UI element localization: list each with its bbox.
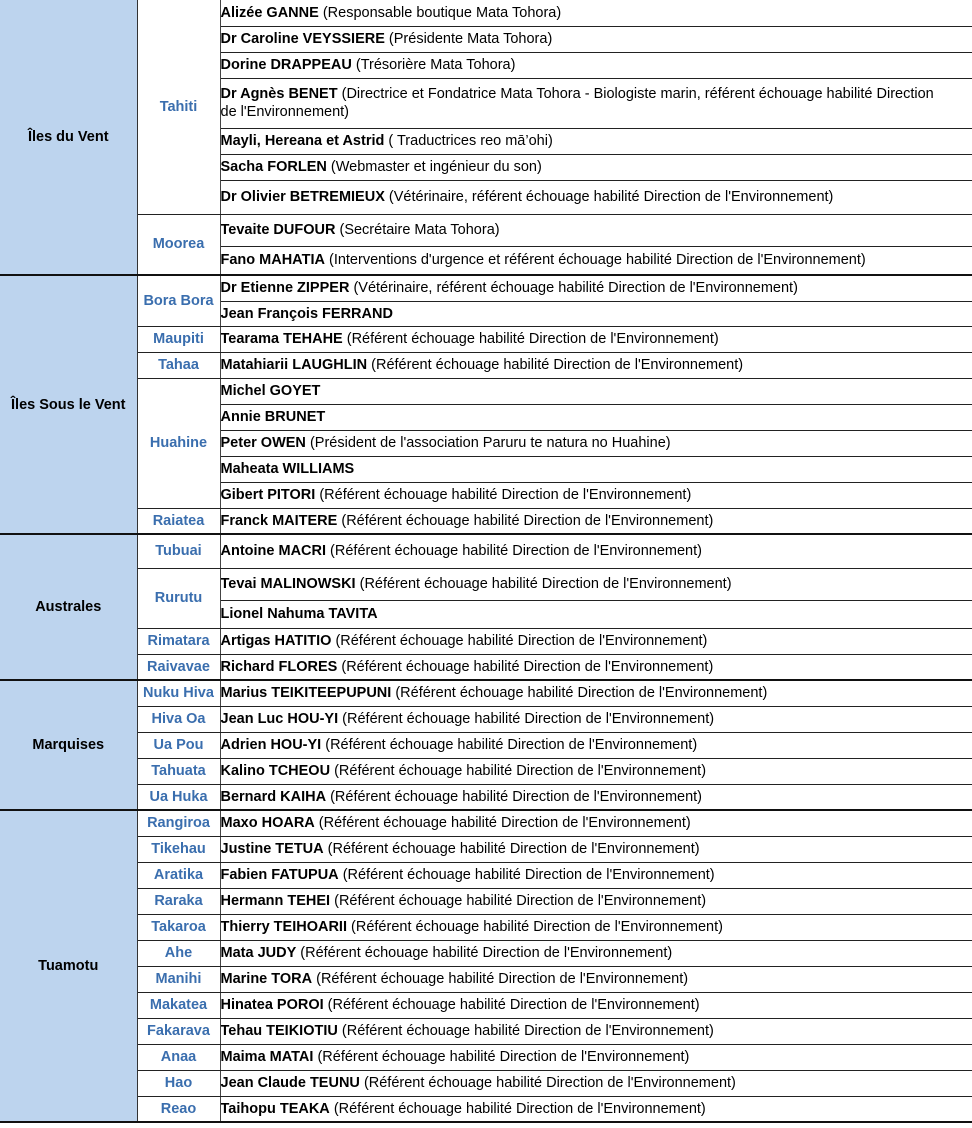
contact-name: Annie BRUNET bbox=[220, 409, 326, 425]
contact-role: (Référent échouage habilité Direction de l'Environnement) bbox=[316, 971, 689, 987]
table-row bbox=[0, 326, 972, 352]
contact-role: (Référent échouage habilité Direction de l'Environnement) bbox=[325, 737, 698, 753]
contact-entry bbox=[220, 430, 972, 456]
island-name: Raiatea bbox=[137, 508, 220, 534]
contact-role: (Référent échouage habilité Direction de l'Environnement) bbox=[330, 788, 703, 805]
contact-entry bbox=[220, 404, 972, 430]
region-name: Australes bbox=[0, 534, 137, 680]
contact-entry bbox=[220, 628, 972, 654]
contact-role: (Référent échouage habilité Direction de l'Environnement) bbox=[341, 1023, 714, 1039]
contact-role: (Président de l'association Paruru te natura no Huahine) bbox=[309, 435, 671, 451]
island-name: Tahuata bbox=[137, 758, 220, 784]
contact-entry bbox=[220, 246, 972, 275]
island-name: Manihi bbox=[137, 966, 220, 992]
island-name: Ahe bbox=[137, 940, 220, 966]
table-row bbox=[0, 966, 972, 992]
contact-role: (Webmaster et ingénieur du son) bbox=[330, 159, 542, 175]
contact-name: Mata JUDY bbox=[220, 945, 297, 961]
island-name: Hiva Oa bbox=[137, 706, 220, 732]
contact-entry bbox=[220, 836, 972, 862]
island-name: Hao bbox=[137, 1070, 220, 1096]
island-name: Raivavae bbox=[137, 654, 220, 680]
contact-entry bbox=[220, 888, 972, 914]
contact-name: Maima MATAI bbox=[220, 1049, 314, 1065]
contact-role: (Référent échouage habilité Direction de l'Environnement) bbox=[334, 893, 707, 909]
region-name: Îles Sous le Vent bbox=[0, 275, 137, 534]
island-name: Reao bbox=[137, 1096, 220, 1122]
island-name: Takaroa bbox=[137, 914, 220, 940]
contact-entry bbox=[220, 862, 972, 888]
contact-entry bbox=[220, 482, 972, 508]
contact-name: Marine TORA bbox=[220, 971, 313, 987]
contact-entry bbox=[220, 1044, 972, 1070]
contact-entry bbox=[220, 180, 972, 214]
table-row bbox=[0, 706, 972, 732]
contact-name: Maxo HOARA bbox=[220, 815, 315, 832]
contact-entry bbox=[220, 352, 972, 378]
table-row bbox=[0, 534, 972, 568]
contact-name: Artigas HATITIO bbox=[220, 633, 332, 649]
contact-role: (Référent échouage habilité Direction de l'Environnement) bbox=[334, 763, 707, 779]
contact-entry bbox=[220, 0, 972, 26]
contact-entry bbox=[220, 568, 972, 600]
contact-role: (Référent échouage habilité Direction de l'Environnement) bbox=[330, 543, 702, 560]
island-name: Rimatara bbox=[137, 628, 220, 654]
contact-name: Fano MAHATIA bbox=[220, 252, 325, 269]
contact-role: (Référent échouage habilité Direction de l'Environnement) bbox=[371, 357, 744, 373]
contact-name: Gibert PITORI bbox=[220, 487, 316, 503]
table-row bbox=[0, 628, 972, 654]
contact-role: (Référent échouage habilité Direction de l'Environnement) bbox=[300, 945, 673, 961]
table-row bbox=[0, 758, 972, 784]
contact-entry bbox=[220, 456, 972, 482]
contact-name: Bernard KAIHA bbox=[220, 788, 327, 805]
table-row bbox=[0, 992, 972, 1018]
contact-role: (Référent échouage habilité Direction de l'Environnement) bbox=[359, 576, 732, 592]
table-row bbox=[0, 1018, 972, 1044]
contact-name: Marius TEIKITEEPUPUNI bbox=[220, 685, 392, 702]
island-name: Ua Huka bbox=[137, 784, 220, 810]
table-row bbox=[0, 1096, 972, 1122]
contact-role: (Référent échouage habilité Direction de l'Environnement) bbox=[341, 512, 714, 529]
contact-entry bbox=[220, 600, 972, 628]
contact-name: Hinatea POROI bbox=[220, 997, 324, 1013]
contact-entry bbox=[220, 128, 972, 154]
contact-role: (Référent échouage habilité Direction de l'Environnement) bbox=[327, 841, 700, 857]
table-row bbox=[0, 862, 972, 888]
table-row bbox=[0, 214, 972, 246]
contact-name: Antoine MACRI bbox=[220, 543, 327, 560]
island-name: Anaa bbox=[137, 1044, 220, 1070]
contact-name: Dr Caroline VEYSSIERE bbox=[220, 31, 385, 47]
contact-name: Jean Claude TEUNU bbox=[220, 1075, 360, 1091]
contact-name: Lionel Nahuma TAVITA bbox=[220, 606, 378, 622]
contact-role: (Présidente Mata Tohora) bbox=[388, 31, 553, 47]
table-row bbox=[0, 0, 972, 26]
contact-name: Hermann TEHEI bbox=[220, 893, 331, 909]
contact-role: (Vétérinaire, référent échouage habilité Direction de l'Environnement) bbox=[388, 189, 834, 205]
contact-role: (Référent échouage habilité Direction de l'Environnement) bbox=[395, 685, 768, 702]
contact-role: (Responsable boutique Mata Tohora) bbox=[322, 4, 562, 21]
contact-name: Franck MAITERE bbox=[220, 512, 338, 529]
contact-role: (Référent échouage habilité Direction de l'Environnement) bbox=[327, 997, 700, 1013]
contact-role: ( Traductrices reo mā’ohi) bbox=[388, 133, 553, 149]
island-name: Makatea bbox=[137, 992, 220, 1018]
contact-entry bbox=[220, 680, 972, 706]
table-row bbox=[0, 654, 972, 680]
island-name: Aratika bbox=[137, 862, 220, 888]
contact-entry bbox=[220, 706, 972, 732]
contact-name: Kalino TCHEOU bbox=[220, 763, 331, 779]
contact-role: (Référent échouage habilité Direction de l'Environnement) bbox=[341, 658, 714, 675]
contact-entry bbox=[220, 1070, 972, 1096]
contact-role: (Référent échouage habilité Direction de l'Environnement) bbox=[335, 633, 708, 649]
island-name: Tahiti bbox=[137, 0, 220, 214]
table-row bbox=[0, 836, 972, 862]
contact-entry bbox=[220, 758, 972, 784]
contact-role: (Référent échouage habilité Direction de l'Environnement) bbox=[363, 1075, 736, 1091]
contact-entry bbox=[220, 1018, 972, 1044]
contact-role: (Directrice et Fondatrice Mata Tohora - Biologiste marin, référent échouage habilité Direction de l'Environnement) bbox=[220, 86, 934, 120]
contact-name: Mayli, Hereana et Astrid bbox=[220, 133, 385, 149]
island-name: Moorea bbox=[137, 214, 220, 275]
table-row bbox=[0, 784, 972, 810]
contact-name: Tevai MALINOWSKI bbox=[220, 576, 356, 592]
region-name: Marquises bbox=[0, 680, 137, 810]
table-row bbox=[0, 352, 972, 378]
contact-entry bbox=[220, 654, 972, 680]
contact-name: Dr Etienne ZIPPER bbox=[220, 280, 350, 297]
contact-name: Jean François FERRAND bbox=[220, 305, 393, 322]
contact-entry bbox=[220, 275, 972, 301]
contact-name: Jean Luc HOU-YI bbox=[220, 711, 339, 727]
contact-entry bbox=[220, 966, 972, 992]
contact-entry bbox=[220, 326, 972, 352]
contact-name: Taihopu TEAKA bbox=[220, 1100, 330, 1117]
contact-role: (Trésorière Mata Tohora) bbox=[355, 57, 516, 73]
table-row bbox=[0, 914, 972, 940]
contact-name: Alizée GANNE bbox=[220, 4, 319, 21]
contact-role: (Vétérinaire, référent échouage habilité Direction de l'Environnement) bbox=[353, 280, 798, 297]
table-row bbox=[0, 508, 972, 534]
island-name: Tikehau bbox=[137, 836, 220, 862]
island-name: Huahine bbox=[137, 378, 220, 508]
contact-entry bbox=[220, 78, 972, 128]
contact-role: (Référent échouage habilité Direction de l'Environnement) bbox=[319, 487, 692, 503]
contact-name: Thierry TEIHOARII bbox=[220, 919, 347, 935]
island-name: Ua Pou bbox=[137, 732, 220, 758]
contact-role: (Référent échouage habilité Direction de l'Environnement) bbox=[351, 919, 723, 935]
contact-entry bbox=[220, 508, 972, 534]
contact-role: (Référent échouage habilité Direction de l'Environnement) bbox=[317, 1049, 690, 1065]
island-name: Rurutu bbox=[137, 568, 220, 628]
contact-entry bbox=[220, 810, 972, 836]
contact-name: Matahiarii LAUGHLIN bbox=[220, 357, 368, 373]
table-row bbox=[0, 680, 972, 706]
island-name: Rangiroa bbox=[137, 810, 220, 836]
table-row bbox=[0, 1044, 972, 1070]
island-name: Tubuai bbox=[137, 534, 220, 568]
contact-entry bbox=[220, 378, 972, 404]
island-name: Nuku Hiva bbox=[137, 680, 220, 706]
contact-name: Sacha FORLEN bbox=[220, 159, 327, 175]
table-row bbox=[0, 1070, 972, 1096]
contact-name: Michel GOYET bbox=[220, 383, 321, 399]
region-name: Îles du Vent bbox=[0, 0, 137, 275]
contact-entry bbox=[220, 214, 972, 246]
table-row bbox=[0, 275, 972, 301]
contact-entry bbox=[220, 154, 972, 180]
table-row bbox=[0, 810, 972, 836]
contact-name: Richard FLORES bbox=[220, 658, 338, 675]
contact-entry bbox=[220, 26, 972, 52]
contact-role: (Référent échouage habilité Direction de l'Environnement) bbox=[342, 711, 715, 727]
contact-entry bbox=[220, 534, 972, 568]
contact-entry bbox=[220, 301, 972, 326]
contact-entry bbox=[220, 914, 972, 940]
contact-entry bbox=[220, 940, 972, 966]
contact-entry bbox=[220, 732, 972, 758]
island-name: Maupiti bbox=[137, 326, 220, 352]
table-row bbox=[0, 940, 972, 966]
contact-role: (Référent échouage habilité Direction de l'Environnement) bbox=[342, 867, 715, 883]
contact-role: (Référent échouage habilité Direction de l'Environnement) bbox=[318, 815, 691, 832]
island-name: Tahaa bbox=[137, 352, 220, 378]
table-row bbox=[0, 732, 972, 758]
region-name: Tuamotu bbox=[0, 810, 137, 1122]
contact-role: (Référent échouage habilité Direction de l'Environnement) bbox=[333, 1100, 706, 1117]
contact-name: Dorine DRAPPEAU bbox=[220, 57, 352, 73]
contact-name: Dr Olivier BETREMIEUX bbox=[220, 189, 385, 205]
table-row bbox=[0, 568, 972, 600]
contact-name: Tearama TEHAHE bbox=[220, 331, 343, 347]
island-name: Bora Bora bbox=[137, 275, 220, 326]
contact-entry bbox=[220, 52, 972, 78]
contact-entry bbox=[220, 1096, 972, 1122]
island-name: Raraka bbox=[137, 888, 220, 914]
island-name: Fakarava bbox=[137, 1018, 220, 1044]
contact-role: (Référent échouage habilité Direction de l'Environnement) bbox=[346, 331, 719, 347]
contact-role: (Secrétaire Mata Tohora) bbox=[339, 222, 500, 238]
table-row bbox=[0, 378, 972, 404]
contact-name: Justine TETUA bbox=[220, 841, 324, 857]
contact-entry bbox=[220, 992, 972, 1018]
table-row bbox=[0, 888, 972, 914]
contact-name: Tehau TEIKIOTIU bbox=[220, 1023, 338, 1039]
contact-name: Dr Agnès BENET bbox=[220, 86, 338, 102]
contact-name: Peter OWEN bbox=[220, 435, 306, 451]
contact-name: Tevaite DUFOUR bbox=[220, 222, 336, 238]
contact-name: Fabien FATUPUA bbox=[220, 867, 339, 883]
contact-role: (Interventions d'urgence et référent échouage habilité Direction de l'Environnement) bbox=[328, 252, 866, 269]
contact-name: Maheata WILLIAMS bbox=[220, 461, 355, 477]
contact-entry bbox=[220, 784, 972, 810]
contact-name: Adrien HOU-YI bbox=[220, 737, 322, 753]
